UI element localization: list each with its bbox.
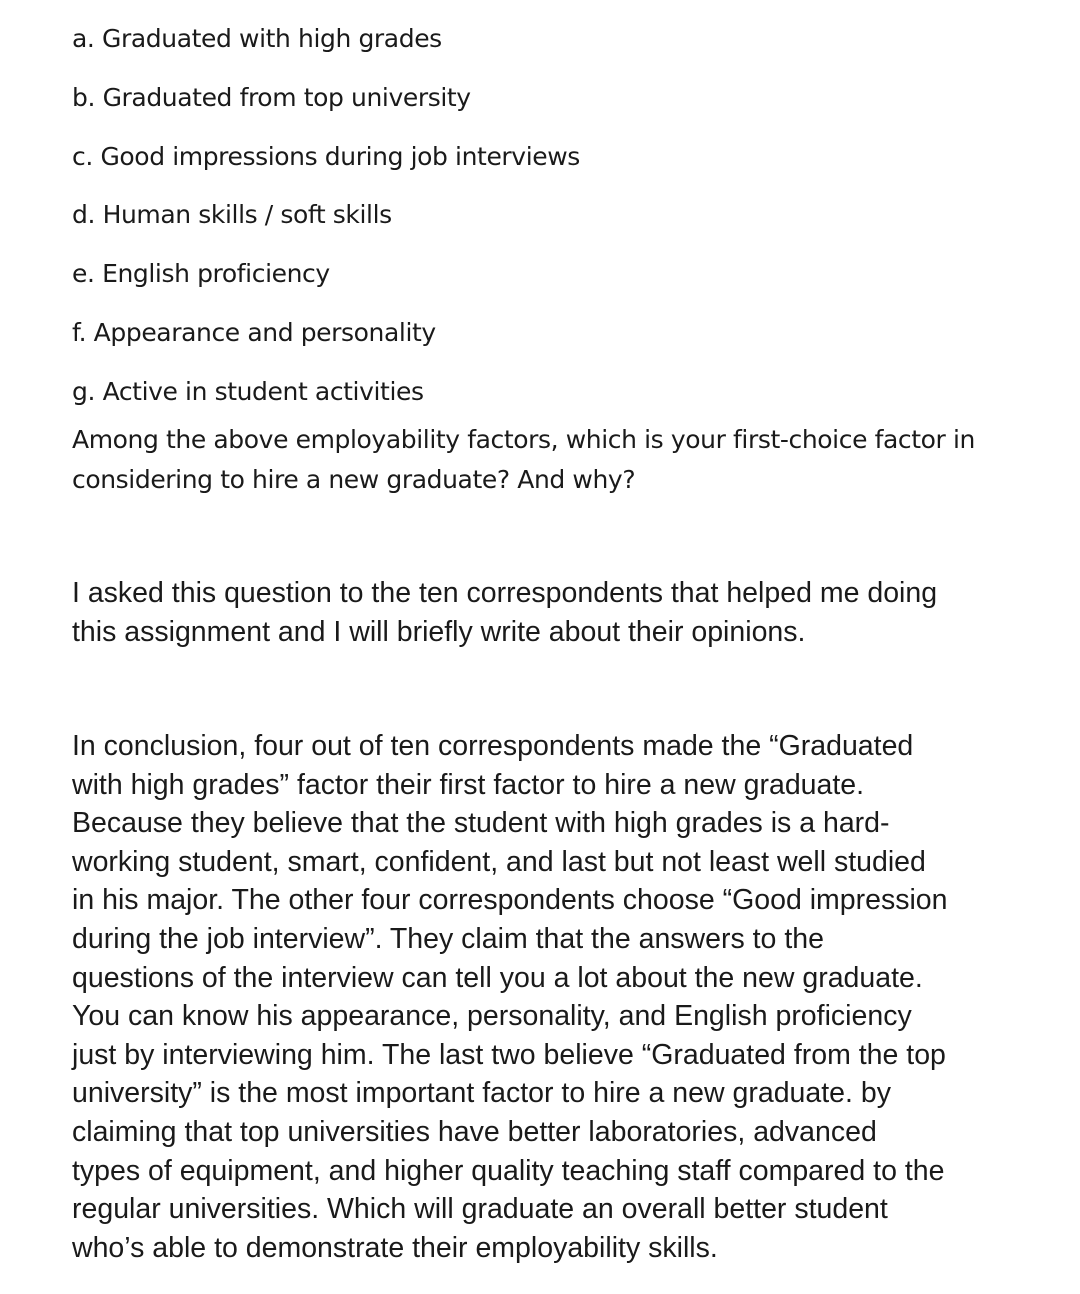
conclusion-line: claiming that top universities have better laboratories, advanced <box>72 1115 877 1148</box>
conclusion-line: types of equipment, and higher quality teaching staff compared to the <box>72 1154 945 1187</box>
question-line: considering to hire a new graduate? And why? <box>72 465 636 494</box>
conclusion-line: You can know his appearance, personality, and English proficiency <box>72 1000 912 1033</box>
intro-paragraph <box>72 574 1032 652</box>
conclusion-line: working student, smart, confident, and last but not least well studied <box>72 845 926 878</box>
conclusion-paragraph <box>72 727 1032 1267</box>
employability-factor-list <box>72 10 1032 422</box>
conclusion-line: questions of the interview can tell you a lot about the new graduate. <box>72 961 923 994</box>
conclusion-line: who’s able to demonstrate their employability skills. <box>72 1231 718 1264</box>
factor-option-e: e. English proficiency <box>72 259 330 289</box>
survey-question <box>72 420 1032 500</box>
conclusion-line: Because they believe that the student with high grades is a hard- <box>72 807 890 840</box>
factor-option-b: b. Graduated from top university <box>72 82 471 112</box>
conclusion-line: university” is the most important factor to hire a new graduate. by <box>72 1077 891 1110</box>
conclusion-line: during the job interview”. They claim that the answers to the <box>72 922 824 955</box>
conclusion-line: In conclusion, four out of ten correspondents made the “Graduated <box>72 730 914 762</box>
conclusion-line: just by interviewing him. The last two believe “Graduated from the top <box>72 1038 946 1071</box>
intro-line: I asked this question to the ten correspondents that helped me doing <box>72 577 938 609</box>
conclusion-line: regular universities. Which will graduate an overall better student <box>72 1193 888 1226</box>
conclusion-line: with high grades” factor their first factor to hire a new graduate. <box>72 768 865 801</box>
intro-line: this assignment and I will briefly write about their opinions. <box>72 616 806 648</box>
question-line: Among the above employability factors, which is your first-choice factor in <box>72 425 975 454</box>
factor-option-d: d. Human skills / soft skills <box>72 200 392 230</box>
factor-option-g: g. Active in student activities <box>72 376 424 406</box>
factor-option-f: f. Appearance and personality <box>72 317 436 347</box>
factor-option-a: a. Graduated with high grades <box>72 24 442 53</box>
factor-option-c: c. Good impressions during job interviews <box>72 141 580 171</box>
conclusion-line: in his major. The other four correspondents choose “Good impression <box>72 884 948 917</box>
